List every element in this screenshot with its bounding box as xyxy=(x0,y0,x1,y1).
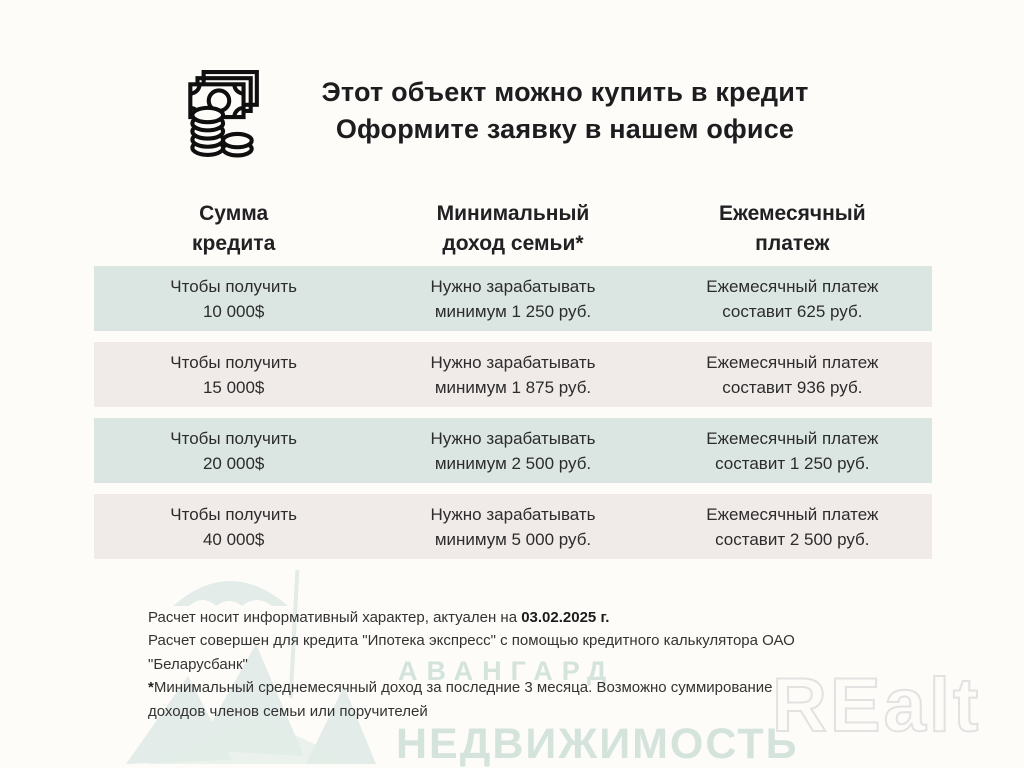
cell-loan-amount: Чтобы получить 20 000$ xyxy=(170,428,298,473)
table-row xyxy=(94,494,932,559)
cell-monthly-payment: Ежемесячный платеж составит 625 руб. xyxy=(706,276,879,321)
cell-monthly-payment: Ежемесячный платеж составит 1 250 руб. xyxy=(706,428,879,473)
disclaimer-line1: Расчет носит информативный характер, актуален на 03.02.2025 г. xyxy=(148,609,610,626)
cell-min-income: Нужно зарабатывать минимум 2 500 руб. xyxy=(430,428,596,473)
column-header-monthly-payment: Ежемесячный платеж xyxy=(719,202,866,255)
credit-table-body xyxy=(94,266,932,570)
disclaimer-line5: доходов членов семьи или поручителей xyxy=(148,702,428,720)
disclaimer-line2: Расчет совершен для кредита "Ипотека экспресс" с помощью кредитного калькулятора ОАО xyxy=(148,632,795,650)
page-title-line1: Этот объект можно купить в кредит xyxy=(321,77,809,107)
cell-monthly-payment: Ежемесячный платеж составит 936 руб. xyxy=(706,352,879,397)
money-banknotes-coins-icon xyxy=(181,70,259,158)
column-header-min-income: Минимальный доход семьи* xyxy=(436,202,590,255)
disclaimer-line4: *Минимальный среднемесячный доход за последние 3 месяца. Возможно суммирование xyxy=(148,679,773,697)
page-title-line2: Оформите заявку в нашем офисе xyxy=(335,114,795,144)
table-row xyxy=(94,266,932,331)
cell-loan-amount: Чтобы получить 40 000$ xyxy=(170,504,298,549)
realt-logo-watermark: REalt xyxy=(772,663,982,748)
cell-loan-amount: Чтобы получить 10 000$ xyxy=(170,276,298,321)
watermark-brand-line1: АВАНГАРД xyxy=(398,656,616,686)
column-header-loan-amount: Сумма кредита xyxy=(192,202,276,255)
cell-min-income: Нужно зарабатывать минимум 1 875 руб. xyxy=(430,352,596,397)
page-title xyxy=(283,74,847,148)
cell-min-income: Нужно зарабатывать минимум 1 250 руб. xyxy=(430,276,596,321)
credit-table-header xyxy=(94,199,932,259)
disclaimer-date: 03.02.2025 г. xyxy=(521,609,610,626)
table-row xyxy=(94,342,932,407)
table-row xyxy=(94,418,932,483)
cell-monthly-payment: Ежемесячный платеж составит 2 500 руб. xyxy=(706,504,879,549)
watermark-brand-line2: НЕДВИЖИМОСТЬ xyxy=(396,720,799,768)
cell-min-income: Нужно зарабатывать минимум 5 000 руб. xyxy=(430,504,596,549)
disclaimer-line3: "Беларусбанк" xyxy=(148,655,248,673)
cell-loan-amount: Чтобы получить 15 000$ xyxy=(170,352,298,397)
